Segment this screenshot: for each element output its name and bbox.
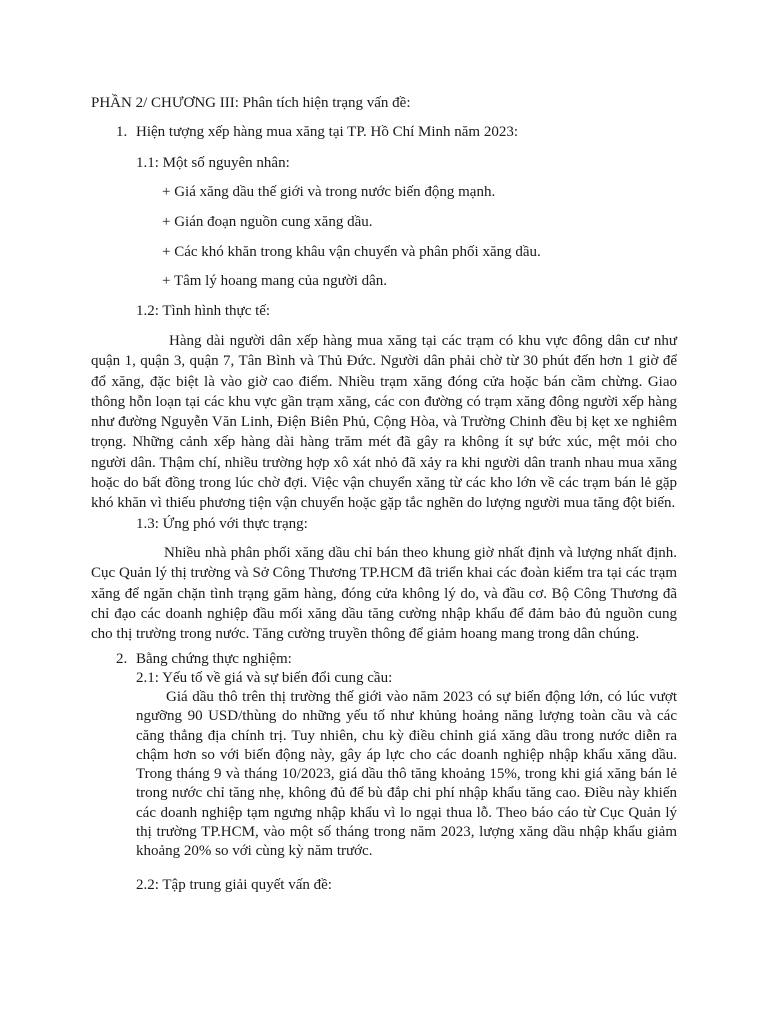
situation-paragraph: Hàng dài người dân xếp hàng mua xăng tại các trạm có khu vực đông dân cư như quận 1, quận 3, quận 7, Tân Bình và Thủ Đức. Người dân phải chờ từ 30 phút đến hơn 1 giờ để đổ xăng, đặc biệt là vào giờ cao điểm. Nhiều trạm xăng đóng cửa hoặc bán cầm chừng. Giao thông hỗn loạn tại các khu vực gần trạm xăng, các con đường có trạm xăng đông người xếp hàng như đường Nguyễn Văn Linh, Điện Biên Phủ, Cộng Hòa, và Trường Chinh đều bị kẹt xe nghiêm trọng. Những cảnh xếp hàng dài hàng trăm mét đã gây ra không ít sự bức xúc, mệt mỏi cho người dân. Thậm chí, nhiều trường hợp xô xát nhỏ đã xảy ra khi người dân tranh nhau mua xăng hoặc do bất đồng trong lúc chờ đợi. Việc vận chuyển xăng từ các kho lớn về các trạm bán lẻ gặp khó khăn vì thiếu phương tiện vận chuyển hoặc gặp tắc nghẽn do lượng người mua tăng đột biến. bbox=[91, 333, 677, 512]
cause-bullet: + Giá xăng dầu thế giới và trong nước biến động mạnh. bbox=[162, 184, 496, 200]
subsection-1-2-title: 1.2: Tình hình thực tế: bbox=[136, 303, 271, 319]
cause-bullet: + Gián đoạn nguồn cung xăng dầu. bbox=[162, 214, 373, 230]
evidence-paragraph: Giá dầu thô trên thị trường thế giới vào năm 2023 có sự biến động lớn, có lúc vượt ngưỡng 90 USD/thùng do những yếu tố như khủng hoảng năng lượng toàn cầu và các căng thẳng địa chính trị. Tuy nhiên, chu kỳ điều chỉnh giá xăng dầu trong nước diễn ra chậm hơn so với biến động này, gây áp lực cho các doanh nghiệp nhập khẩu xăng dầu. Trong tháng 9 và tháng 10/2023, giá dầu thô tăng khoảng 15%, trong khi giá xăng bán lẻ trong nước chỉ tăng nhẹ, không đủ để bù đắp chi phí nhập khẩu tăng cao. Điều này khiến các doanh nghiệp tạm ngưng nhập khẩu vì lo ngại thua lỗ. Theo báo cáo từ Cục Quản lý thị trường TP.HCM, vào một số tháng trong năm 2023, lượng xăng dầu nhập khẩu giảm khoảng 20% so với cùng kỳ năm trước. bbox=[136, 689, 677, 860]
chapter-heading: PHẦN 2/ CHƯƠNG III: Phân tích hiện trạng vấn đề: bbox=[91, 95, 411, 111]
subsection-1-3-title: 1.3: Ứng phó với thực trạng: bbox=[136, 516, 308, 532]
section-2-title: Bằng chứng thực nghiệm: bbox=[136, 651, 292, 667]
subsection-1-1-title: 1.1: Một số nguyên nhân: bbox=[136, 155, 290, 171]
section-1-number: 1. bbox=[116, 124, 128, 140]
response-paragraph: Nhiều nhà phân phối xăng dầu chỉ bán theo khung giờ nhất định và lượng nhất định. Cục Quản lý thị trường và Sở Công Thương TP.HCM đã triển khai các đoàn kiểm tra tại các trạm xăng để ngăn chặn tình trạng găm hàng, đóng cửa không lý do, và đầu cơ. Bộ Công Thương đã chỉ đạo các doanh nghiệp đầu mối xăng dầu tăng cường nhập khẩu để đảm bảo đủ nguồn cung cho thị trường trong nước. Tăng cường truyền thông để giảm hoang mang trong dân chúng. bbox=[91, 545, 677, 643]
cause-bullet: + Các khó khăn trong khâu vận chuyển và phân phối xăng dầu. bbox=[162, 244, 541, 260]
section-2-number: 2. bbox=[116, 651, 128, 667]
cause-bullet: + Tâm lý hoang mang của người dân. bbox=[162, 273, 388, 289]
subsection-2-2-title: 2.2: Tập trung giải quyết vấn đề: bbox=[136, 877, 332, 893]
section-1-title: Hiện tượng xếp hàng mua xăng tại TP. Hồ Chí Minh năm 2023: bbox=[136, 124, 519, 140]
subsection-2-1-title: 2.1: Yếu tố về giá và sự biến đổi cung cầu: bbox=[136, 670, 393, 686]
